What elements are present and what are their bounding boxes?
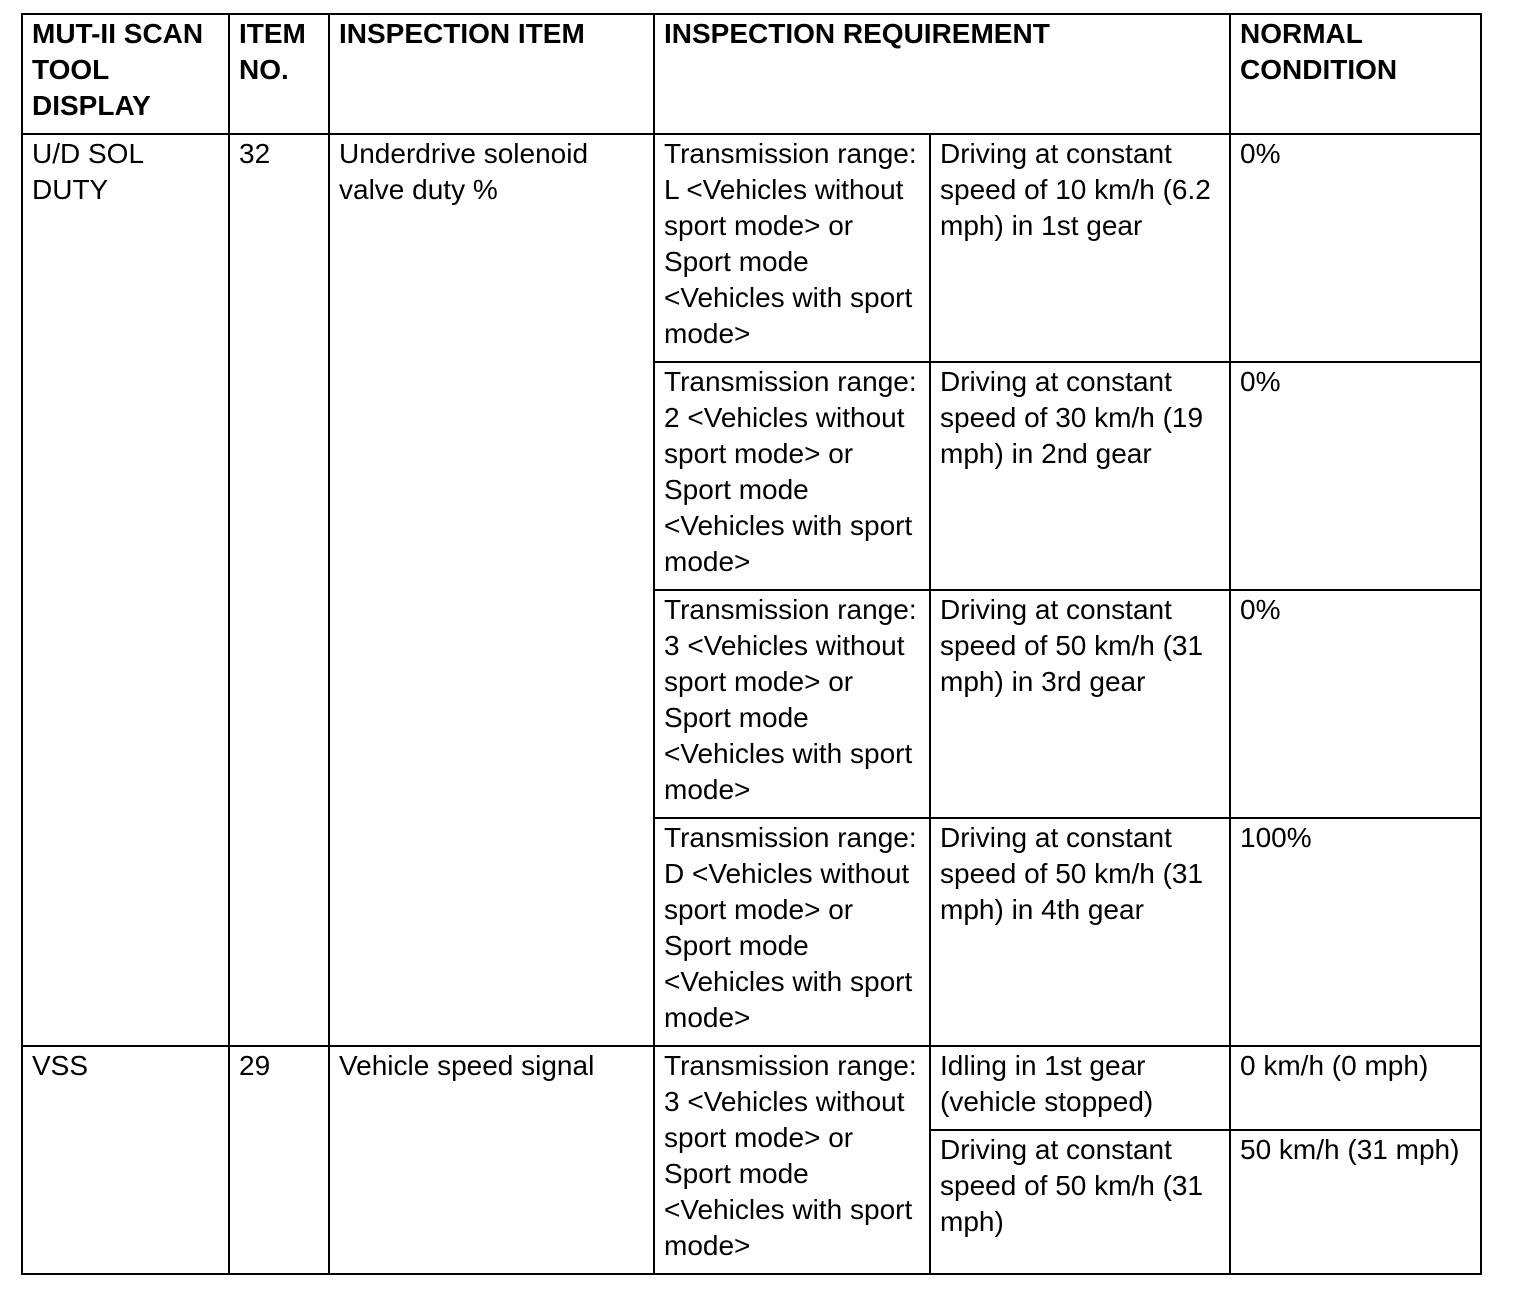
cell-transmission-range: Transmission range: 3 <Vehicles without sport mode> or Sport mode <Vehicles with sport mode>: [654, 590, 930, 818]
table-row: [22, 134, 1481, 362]
header-normal-condition: NORMAL CONDITION: [1230, 14, 1481, 134]
header-row: [22, 14, 1481, 134]
cell-normal-condition: 0%: [1230, 134, 1481, 362]
cell-normal-condition: 50 km/h (31 mph): [1230, 1130, 1481, 1274]
cell-normal-condition: 0%: [1230, 362, 1481, 590]
cell-scan-tool-display: U/D SOL DUTY: [22, 134, 229, 1046]
cell-driving-condition: Driving at constant speed of 10 km/h (6.2 mph) in 1st gear: [930, 134, 1230, 362]
inspection-table: [21, 13, 1482, 1275]
cell-scan-tool-display: VSS: [22, 1046, 229, 1274]
cell-normal-condition: 0%: [1230, 590, 1481, 818]
cell-inspection-item: Underdrive solenoid valve duty %: [329, 134, 654, 1046]
cell-driving-condition: Driving at constant speed of 50 km/h (31 mph): [930, 1130, 1230, 1274]
cell-driving-condition: Driving at constant speed of 50 km/h (31 mph) in 4th gear: [930, 818, 1230, 1046]
cell-driving-condition: Idling in 1st gear (vehicle stopped): [930, 1046, 1230, 1130]
cell-inspection-item: Vehicle speed signal: [329, 1046, 654, 1274]
header-inspection-requirement: INSPECTION REQUIREMENT: [654, 14, 1230, 134]
cell-transmission-range: Transmission range: 3 <Vehicles without sport mode> or Sport mode <Vehicles with sport mode>: [654, 1046, 930, 1274]
cell-transmission-range: Transmission range: 2 <Vehicles without sport mode> or Sport mode <Vehicles with sport mode>: [654, 362, 930, 590]
header-scan-tool-display: MUT-II SCAN TOOL DISPLAY: [22, 14, 229, 134]
cell-driving-condition: Driving at constant speed of 50 km/h (31 mph) in 3rd gear: [930, 590, 1230, 818]
cell-normal-condition: 0 km/h (0 mph): [1230, 1046, 1481, 1130]
header-inspection-item: INSPECTION ITEM: [329, 14, 654, 134]
cell-transmission-range: Transmission range: L <Vehicles without sport mode> or Sport mode <Vehicles with sport mode>: [654, 134, 930, 362]
table-row: [22, 1046, 1481, 1130]
cell-item-no: 29: [229, 1046, 329, 1274]
cell-normal-condition: 100%: [1230, 818, 1481, 1046]
header-item-no: ITEM NO.: [229, 14, 329, 134]
cell-transmission-range: Transmission range: D <Vehicles without sport mode> or Sport mode <Vehicles with sport mode>: [654, 818, 930, 1046]
cell-item-no: 32: [229, 134, 329, 1046]
cell-driving-condition: Driving at constant speed of 30 km/h (19 mph) in 2nd gear: [930, 362, 1230, 590]
